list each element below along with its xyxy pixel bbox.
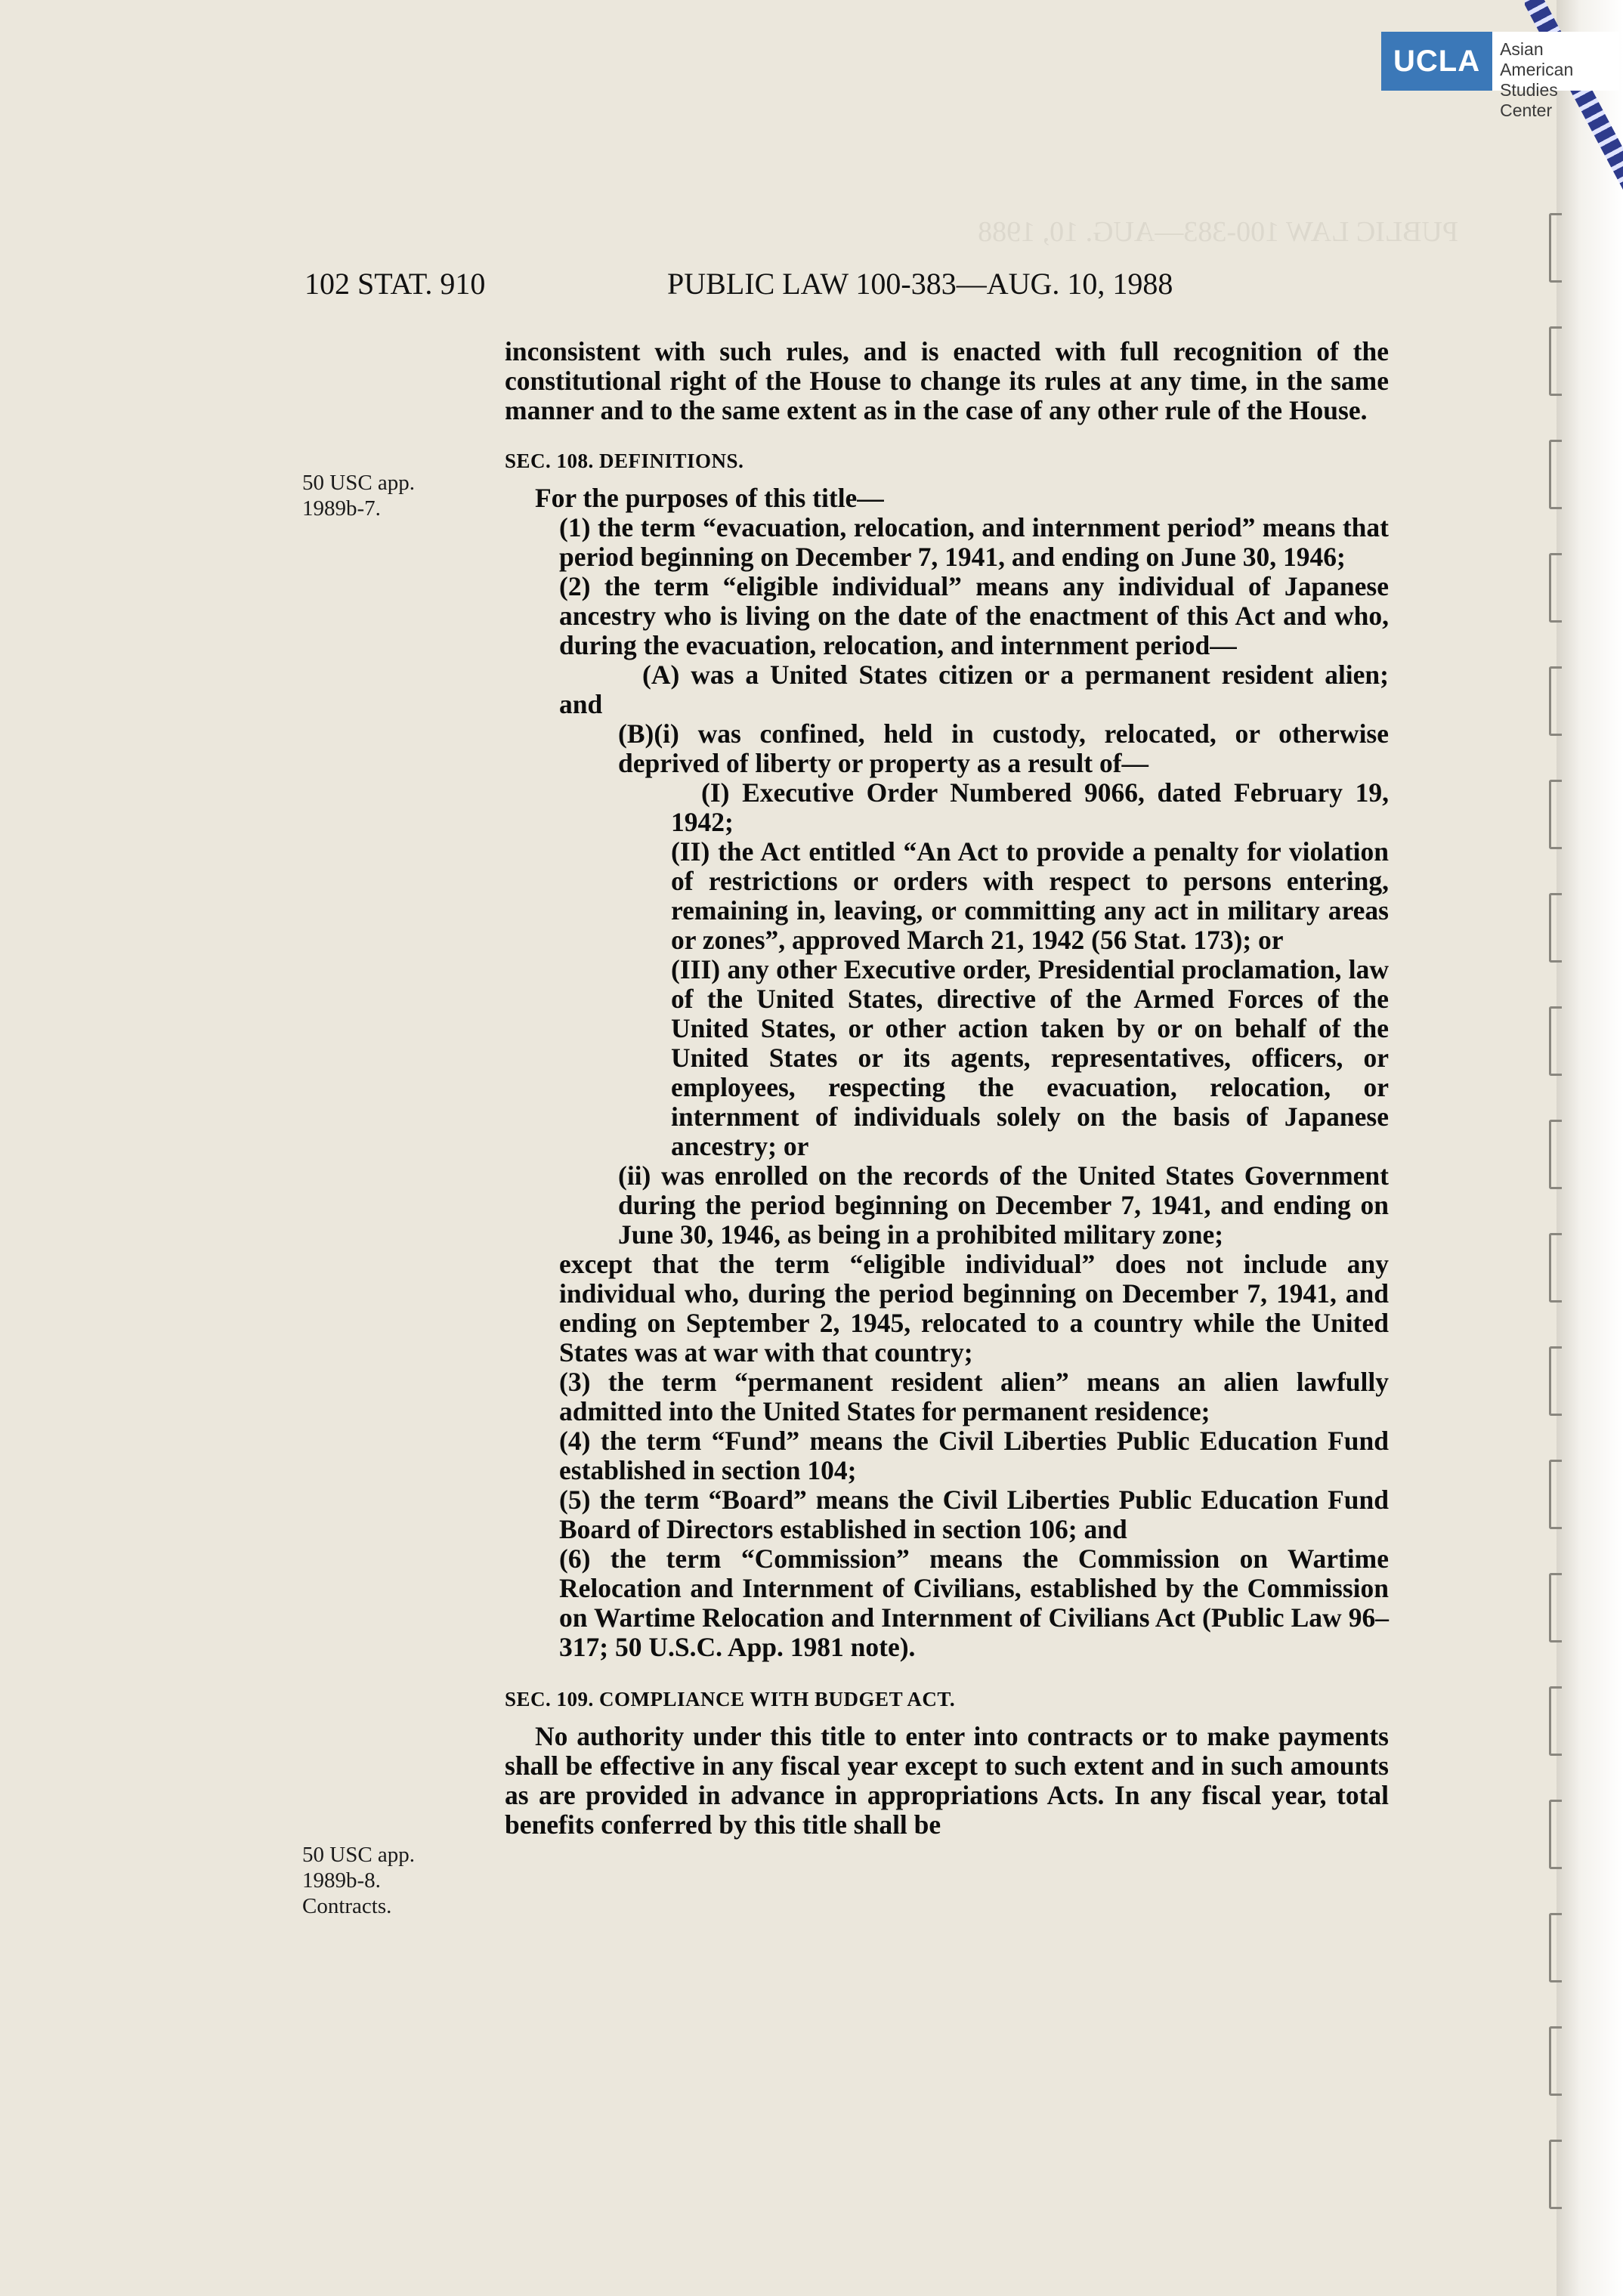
definition-2-b-i: (B)(i) was confined, held in custody, relocated, or otherwise deprived of liberty or property as a result of— bbox=[618, 718, 1389, 778]
binder-ring bbox=[1549, 1460, 1562, 1529]
definition-2-b-i-III: (III) any other Executive order, Presidential proclamation, law of the United States, directive of the Armed Forces of the United States, or other action taken by or on behalf of the United States or its agents, representatives, officers, or employees, respecting the evacuation, relocation, or internment of individuals solely on the basis of Japanese ancestry; or bbox=[671, 954, 1389, 1161]
definition-2: (2) the term “eligible individual” means any individual of Japanese ancestry who is living on the date of the enactment of this Act and who, during the evacuation, relocation, and internment period— bbox=[559, 571, 1389, 660]
binder-ring bbox=[1549, 1573, 1562, 1642]
binder-ring bbox=[1549, 440, 1562, 509]
binder-ring bbox=[1549, 1913, 1562, 1982]
binder-ring bbox=[1549, 893, 1562, 963]
binder-ring bbox=[1549, 1006, 1562, 1076]
definition-6: (6) the term “Commission” means the Commission on Wartime Relocation and Internment of Civilians, established by the Commission on Wartime Relocation and Internment of Civilians Act (Public Law 96–317; 50 U.S.C. App. 1981 note). bbox=[559, 1544, 1389, 1662]
stat-page-number: 102 STAT. 910 bbox=[305, 267, 486, 301]
ucla-wordmark: UCLA bbox=[1381, 32, 1492, 91]
definition-2-b-ii: (ii) was enrolled on the records of the United States Government during the period beginning on December 7, 1941, and ending on June 30, 1946, as being in a prohibited military zone; bbox=[618, 1160, 1389, 1250]
section-108-intro: For the purposes of this title— bbox=[535, 483, 884, 513]
statute-body bbox=[505, 337, 1389, 1840]
aasc-wordmark: Asian American Studies Center bbox=[1492, 32, 1619, 91]
definition-4: (4) the term “Fund” means the Civil Liberties Public Education Fund established in section 104; bbox=[559, 1426, 1389, 1485]
binder-ring bbox=[1549, 1120, 1562, 1189]
binder-ring bbox=[1549, 2026, 1562, 2096]
definition-2-a: (A) was a United States citizen or a permanent resident alien; and bbox=[559, 660, 1389, 719]
ucla-aasc-logo[interactable] bbox=[1381, 32, 1619, 120]
carryover-paragraph: inconsistent with such rules, and is enacted with full recognition of the constitutional right of the House to change its rules at any time, in the same manner and to the same extent as in the case of any other rule of the House. bbox=[505, 336, 1389, 425]
definition-2-b-i-II: (II) the Act entitled “An Act to provide a penalty for violation of restrictions or orders with respect to persons entering, remaining in, leaving, or committing any act in military areas or zones”, approved March 21, 1942 (56 Stat. 173); or bbox=[671, 836, 1389, 955]
binder-ring bbox=[1549, 1233, 1562, 1303]
public-law-title: PUBLIC LAW 100-383—AUG. 10, 1988 bbox=[667, 267, 1173, 301]
definition-2-exception: except that the term “eligible individual” does not include any individual who, during the period beginning on December 7, 1941, and ending on September 2, 1945, relocated to a country while the United States was at war with that country; bbox=[559, 1249, 1389, 1367]
section-109-heading: SEC. 109. COMPLIANCE WITH BUDGET ACT. bbox=[505, 1688, 956, 1710]
bleed-through-text: PUBLIC LAW 100-383—AUG. 10, 1988 bbox=[978, 216, 1458, 248]
binder-ring bbox=[1549, 1686, 1562, 1756]
definition-1: (1) the term “evacuation, relocation, and internment period” means that period beginning on December 7, 1941, and ending on June 30, 1946; bbox=[559, 512, 1389, 572]
binder-ring bbox=[1549, 780, 1562, 849]
margin-note-sec108: 50 USC app. 1989b-7. bbox=[302, 471, 416, 521]
binder-ring bbox=[1549, 213, 1562, 283]
definition-5: (5) the term “Board” means the Civil Liberties Public Education Fund Board of Directors established in section 106; and bbox=[559, 1485, 1389, 1544]
section-108-heading: SEC. 108. DEFINITIONS. bbox=[505, 450, 744, 472]
definition-3: (3) the term “permanent resident alien” means an alien lawfully admitted into the United States for permanent residence; bbox=[559, 1367, 1389, 1426]
binder-edge bbox=[1557, 0, 1623, 2296]
section-109-text: No authority under this title to enter into contracts or to make payments shall be effective in any fiscal year except to such extent and in such amounts as are provided in advance in appropriations Acts. In any fiscal year, total benefits conferred by this title shall be bbox=[505, 1721, 1389, 1840]
margin-note-sec109: 50 USC app. 1989b-8. Contracts. bbox=[302, 1843, 416, 1918]
binder-ring bbox=[1549, 666, 1562, 736]
binder-ring bbox=[1549, 1346, 1562, 1416]
binder-ring bbox=[1549, 553, 1562, 623]
binder-ring bbox=[1549, 326, 1562, 396]
binder-ring bbox=[1549, 2140, 1562, 2209]
definition-2-b-i-I: (I) Executive Order Numbered 9066, dated February 19, 1942; bbox=[671, 777, 1389, 837]
binder-ring bbox=[1549, 1800, 1562, 1869]
